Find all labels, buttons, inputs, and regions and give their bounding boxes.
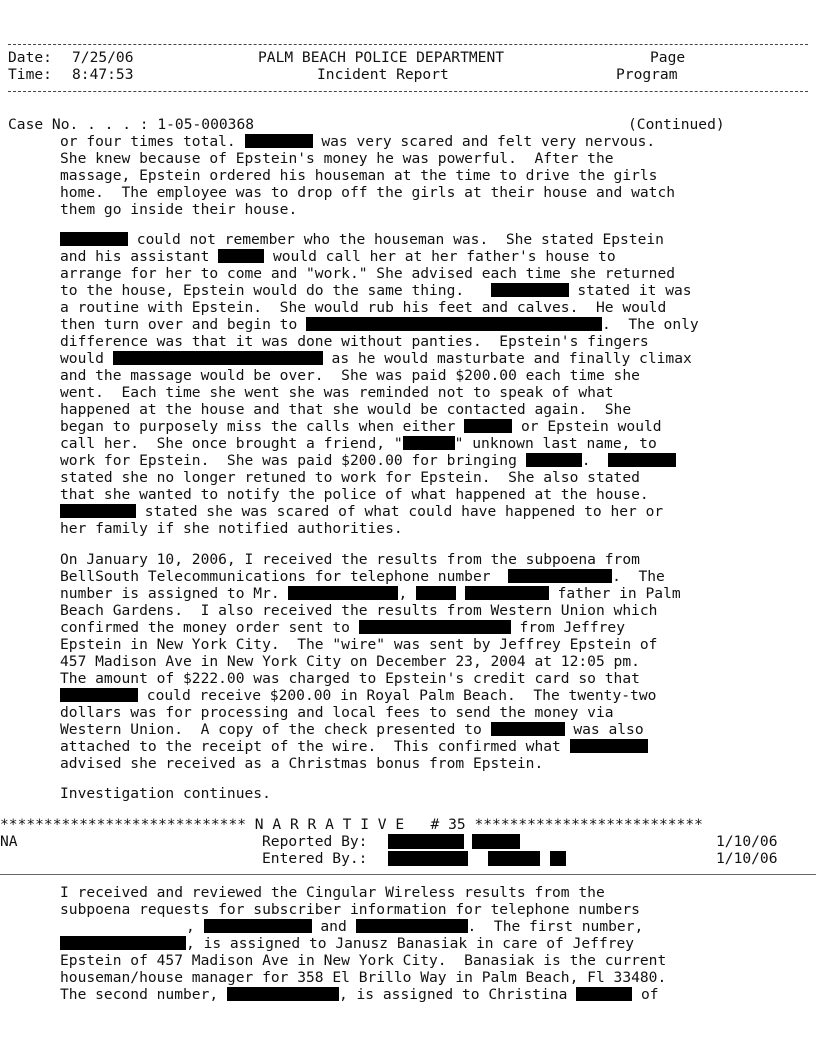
text-line: houseman/house manager for 358 El Brillo Way in Palm Beach, Fl 33480.: [60, 969, 667, 986]
text-line: She knew because of Epstein's money he was powerful. After the: [60, 150, 614, 167]
redaction: [472, 834, 520, 849]
text-line: [60, 687, 656, 704]
text-run: . The first number,: [467, 918, 644, 935]
redaction: [356, 919, 468, 933]
text-line: [60, 738, 648, 755]
text-run: BellSouth Telecommunications for telephone number: [60, 568, 491, 585]
text-run: , is assigned to Christina: [338, 986, 568, 1003]
redaction: [60, 936, 186, 950]
date-label: Date:: [8, 49, 52, 66]
text-line: [60, 918, 643, 935]
text-line: home. The employee was to drop off the girls at their house and watch: [60, 184, 676, 201]
header-top-divider: [8, 44, 808, 45]
text-run: would: [60, 350, 104, 367]
redaction: [403, 436, 455, 450]
case-number: Case No. . . . : 1-05-000368: [8, 116, 255, 133]
text-run: then turn over and begin to: [60, 316, 298, 333]
reported-date: 1/10/06: [716, 833, 778, 850]
report-type: Incident Report: [317, 66, 449, 83]
text-run: ,: [398, 585, 408, 602]
redaction: [306, 317, 602, 331]
time-label: Time:: [8, 66, 52, 83]
banner-left: **************************** N A R R A T I V E # 35: [0, 816, 475, 833]
redaction: [227, 987, 339, 1001]
text-run: and his assistant: [60, 248, 210, 265]
redaction: [288, 586, 398, 600]
entered-by-label: Entered By.:: [262, 850, 368, 867]
redaction: [218, 249, 264, 263]
text-run: confirmed the money order sent to: [60, 619, 350, 636]
redaction: [388, 851, 468, 866]
entered-date: 1/10/06: [716, 850, 778, 867]
text-run: of: [641, 986, 659, 1003]
text-run: stated it was: [577, 282, 692, 299]
redaction: [60, 232, 128, 246]
investigation-continues: Investigation continues.: [60, 785, 271, 802]
redaction: [388, 834, 464, 849]
redaction: [60, 504, 136, 518]
text-line: [60, 568, 665, 585]
text-line: subpoena requests for subscriber information for telephone numbers: [60, 901, 640, 918]
narrative-code: NA: [0, 833, 18, 850]
redaction: [570, 739, 648, 753]
text-run: as he would masturbate and finally climax: [331, 350, 692, 367]
text-line: Beach Gardens. I also received the results from Western Union which: [60, 602, 658, 619]
continued-label: (Continued): [628, 116, 725, 133]
redaction: [204, 919, 312, 933]
text-run: . The: [612, 568, 665, 585]
redaction: [488, 851, 540, 866]
header-bottom-divider: [8, 91, 808, 92]
text-line: stated she no longer retuned to work for Epstein. She also stated: [60, 469, 640, 486]
page-label: Page: [650, 49, 686, 66]
text-line: happened at the house and that she would be contacted again. She: [60, 401, 632, 418]
redaction: [464, 419, 512, 433]
text-line: arrange for her to come and "work." She advised each time she returned: [60, 265, 676, 282]
redaction: [60, 688, 138, 702]
redaction: [550, 851, 566, 866]
text-line: and the massage would be over. She was paid $200.00 each time she: [60, 367, 640, 384]
text-line: her family if she notified authorities.: [60, 520, 403, 537]
text-line: The amount of $222.00 was charged to Epstein's credit card so that: [60, 670, 640, 687]
text-line: I received and reviewed the Cingular Wireless results from the: [60, 884, 605, 901]
redaction: [113, 351, 323, 365]
text-line: [60, 231, 664, 248]
text-line: [60, 585, 681, 602]
text-line: [60, 133, 655, 150]
text-run: attached to the receipt of the wire. This confirmed what: [60, 738, 561, 755]
text-run: from Jeffrey: [519, 619, 625, 636]
text-run: or four times total.: [60, 133, 236, 150]
text-run: could not remember who the houseman was. She stated Epstein: [136, 231, 664, 248]
time-value: 8:47:53: [72, 66, 134, 83]
text-line: [60, 282, 692, 299]
text-line: On January 10, 2006, I received the results from the subpoena from: [60, 551, 640, 568]
text-line: [60, 619, 625, 636]
text-line: [60, 452, 676, 469]
text-run: was also: [573, 721, 644, 738]
text-line: Epstein in New York City. The "wire" was sent by Jeffrey Epstein of: [60, 636, 658, 653]
text-line: [60, 350, 692, 367]
redaction: [245, 134, 313, 148]
redaction: [465, 586, 549, 600]
text-run: began to purposely miss the calls when either: [60, 418, 456, 435]
text-line: massage, Epstein ordered his houseman at the time to drive the girls: [60, 167, 658, 184]
text-run: stated she was scared of what could have happened to her or: [144, 503, 664, 520]
redaction: [608, 453, 676, 467]
text-line: [60, 435, 657, 452]
text-line: [60, 316, 699, 333]
program-label: Program: [616, 66, 678, 83]
text-line: [60, 986, 659, 1003]
text-run: Western Union. A copy of the check presented to: [60, 721, 482, 738]
text-line: a routine with Epstein. She would rub his feet and calves. He would: [60, 299, 667, 316]
text-run: to the house, Epstein would do the same thing.: [60, 282, 465, 299]
text-run: number is assigned to Mr.: [60, 585, 280, 602]
redaction: [491, 722, 565, 736]
text-line: [60, 248, 616, 265]
text-run: call her. She once brought a friend, ": [60, 435, 403, 452]
reported-by-label: Reported By:: [262, 833, 368, 850]
text-run: .: [581, 452, 591, 469]
text-line: 457 Madison Ave in New York City on December 23, 2004 at 12:05 pm.: [60, 653, 640, 670]
banner-right: **************************: [474, 816, 703, 833]
text-run: ,: [186, 918, 195, 935]
text-line: that she wanted to notify the police of what happened at the house.: [60, 486, 649, 503]
text-line: [60, 721, 644, 738]
narrative-divider: [0, 874, 816, 875]
text-run: The second number,: [60, 986, 219, 1003]
redaction: [526, 453, 582, 467]
redaction: [508, 569, 612, 583]
text-line: Epstein of 457 Madison Ave in New York City. Banasiak is the current: [60, 952, 667, 969]
text-run: or Epstein would: [520, 418, 662, 435]
text-line: advised she received as a Christmas bonus from Epstein.: [60, 755, 544, 772]
text-line: them go inside their house.: [60, 201, 298, 218]
redaction: [359, 620, 511, 634]
text-run: father in Palm: [557, 585, 681, 602]
text-run: would call her at her father's house to: [272, 248, 616, 265]
text-run: . The only: [602, 316, 699, 333]
text-line: [60, 418, 662, 435]
text-line: difference was that it was done without panties. Epstein's fingers: [60, 333, 649, 350]
text-run: and: [320, 918, 347, 935]
text-run: work for Epstein. She was paid $200.00 for bringing: [60, 452, 517, 469]
text-run: was very scared and felt very nervous.: [321, 133, 656, 150]
text-line: [60, 503, 663, 520]
redaction: [576, 987, 632, 1001]
text-line: went. Each time she went she was reminded not to speak of what: [60, 384, 614, 401]
text-line: dollars was for processing and local fees to send the money via: [60, 704, 614, 721]
department-name: PALM BEACH POLICE DEPARTMENT: [258, 49, 505, 66]
text-run: " unknown last name, to: [454, 435, 657, 452]
redaction: [491, 283, 569, 297]
narrative-banner: [0, 816, 703, 833]
text-run: could receive $200.00 in Royal Palm Beach. The twenty-two: [146, 687, 657, 704]
redaction: [416, 586, 456, 600]
text-run: , is assigned to Janusz Banasiak in care of Jeffrey: [186, 935, 635, 952]
date-value: 7/25/06: [72, 49, 134, 66]
text-line: [60, 935, 634, 952]
